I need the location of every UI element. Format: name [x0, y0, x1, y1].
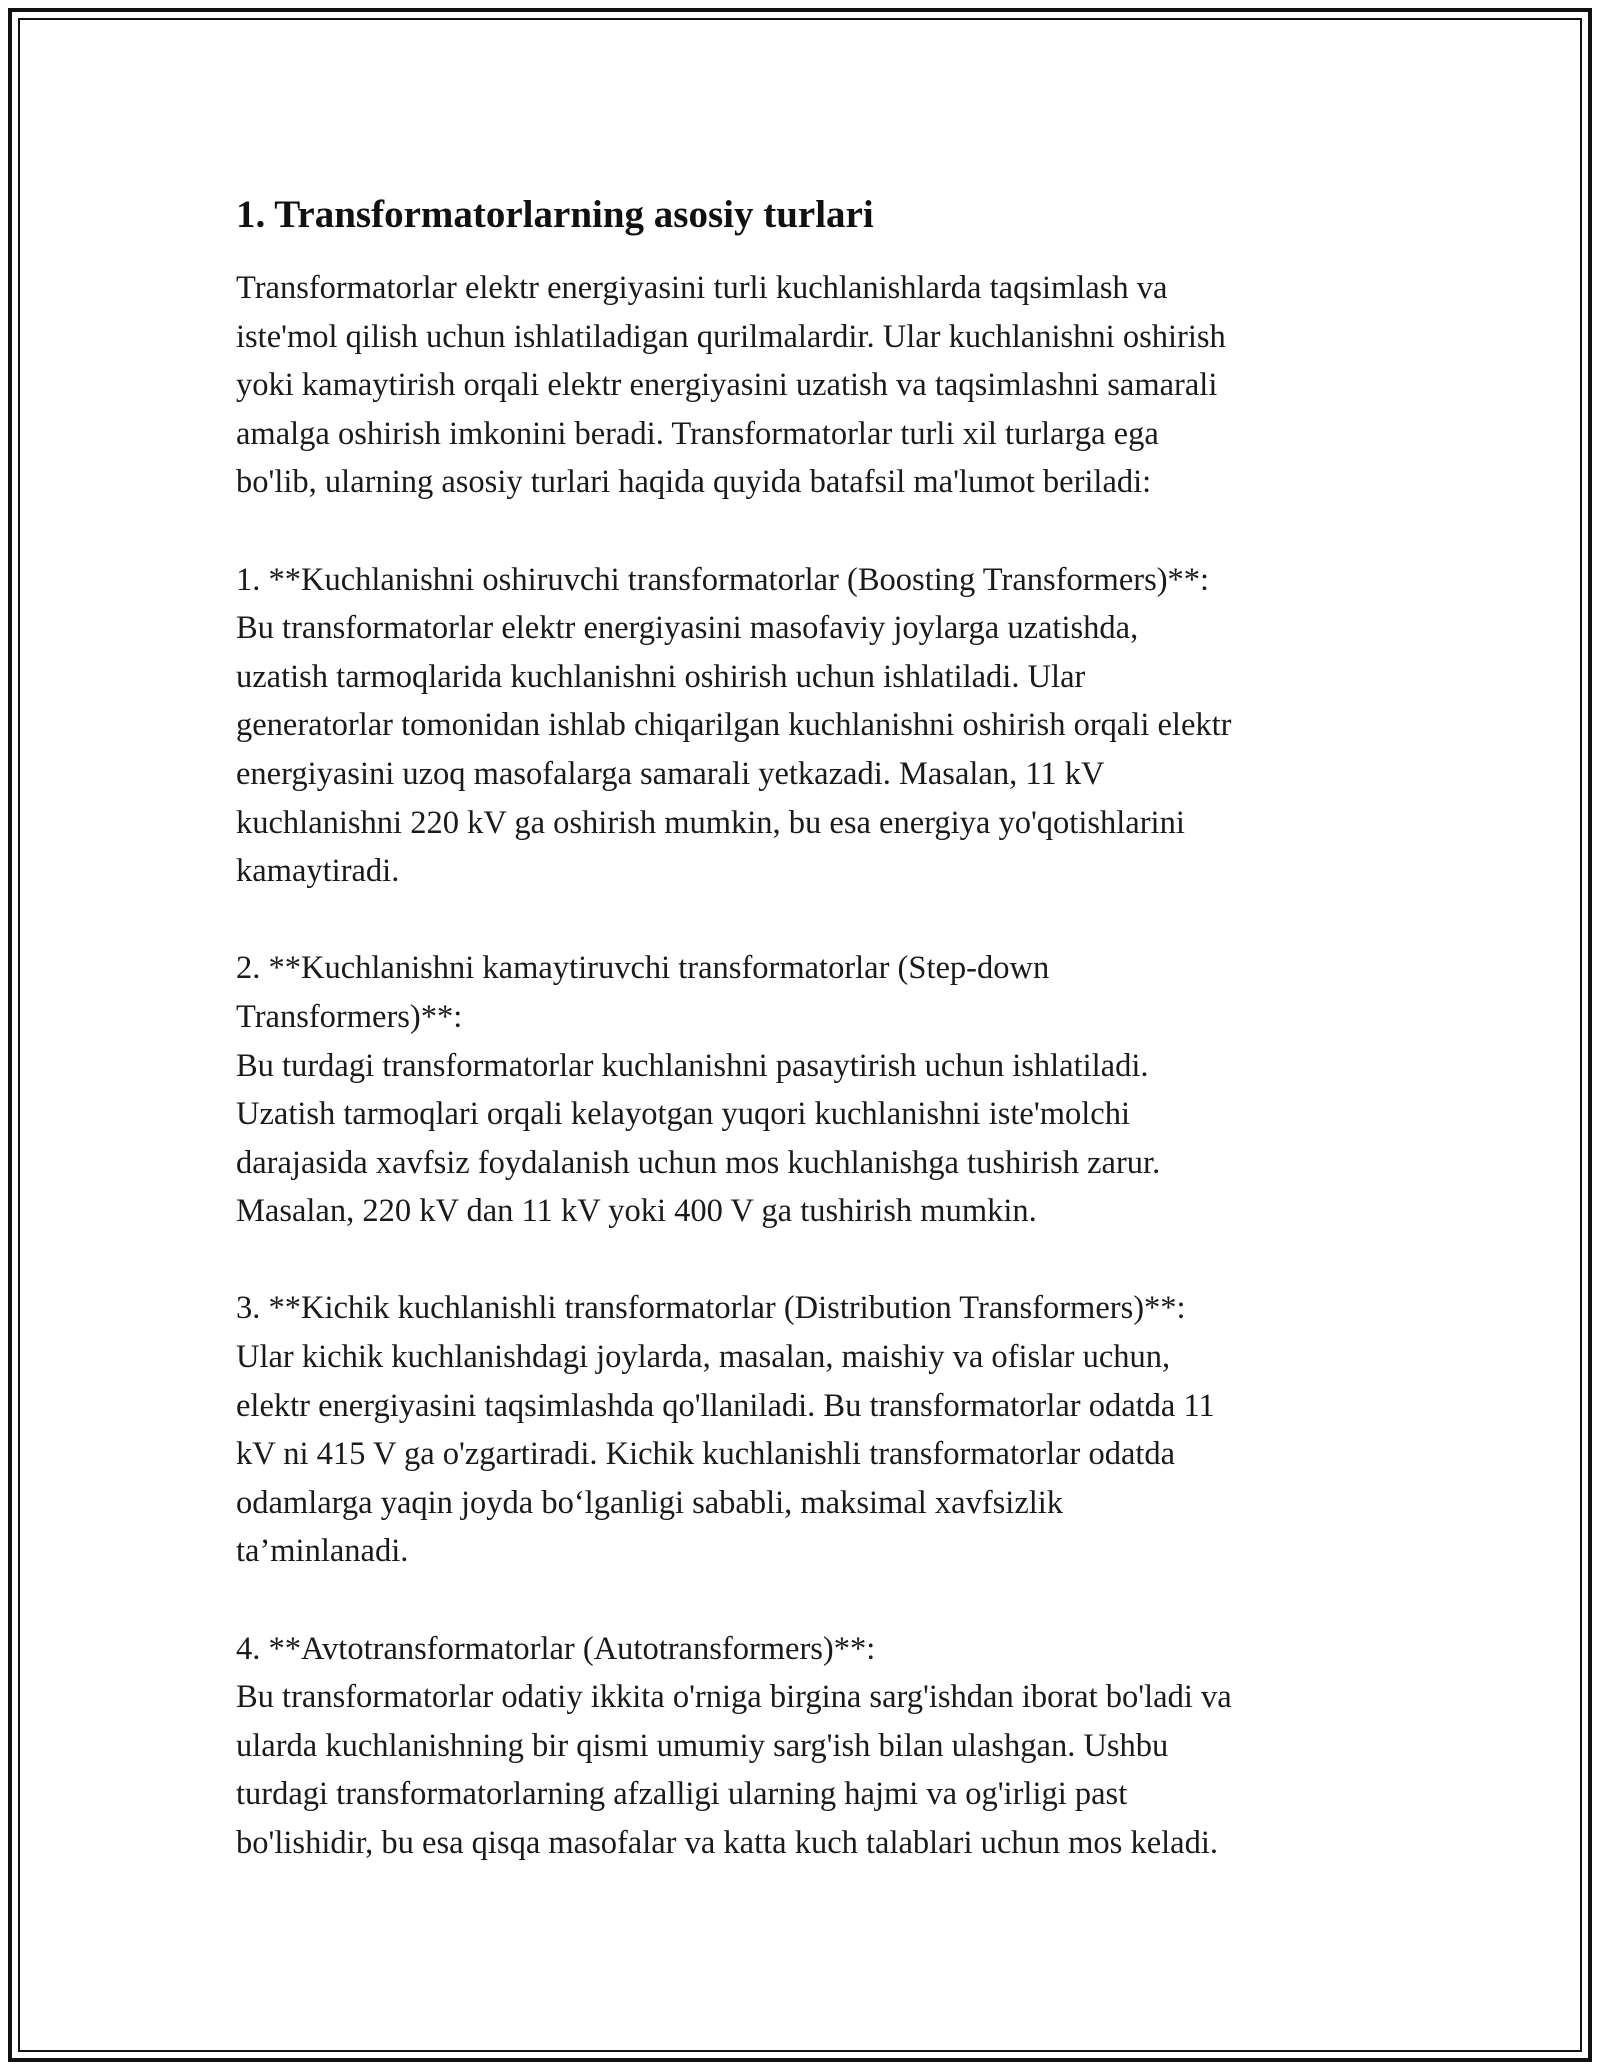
text-line: kV ni 415 V ga o'zgartiradi. Kichik kuchlanishli transformatorlar odatda	[236, 1436, 1176, 1473]
document-title: 1. Transformatorlarning asosiy turlari	[236, 193, 874, 236]
text-line: iste'mol qilish uchun ishlatiladigan qurilmalardir. Ular kuchlanishni oshirish	[236, 318, 1226, 355]
section-autotransformers	[236, 1625, 1371, 1868]
text-line: ularda kuchlanishning bir qismi umumiy sarg'ish bilan ulashgan. Ushbu	[236, 1727, 1169, 1764]
paragraph-gap	[236, 1236, 1371, 1285]
text-line: kuchlanishni 220 kV ga oshirish mumkin, bu esa energiya yo'qotishlarini	[236, 804, 1185, 841]
section-heading: 1. **Kuchlanishni oshiruvchi transformatorlar (Boosting Transformers)**:	[236, 561, 1210, 598]
paragraph-gap	[236, 896, 1371, 945]
text-line: energiyasini uzoq masofalarga samarali yetkazadi. Masalan, 11 kV	[236, 755, 1105, 792]
document-body	[236, 186, 1371, 1868]
text-line: Transformatorlar elektr energiyasini turli kuchlanishlarda taqsimlash va	[236, 270, 1168, 306]
text-line: Bu transformatorlar elektr energiyasini masofaviy joylarga uzatishda,	[236, 610, 1139, 647]
text-line: Masalan, 220 kV dan 11 kV yoki 400 V ga tushirish mumkin.	[236, 1193, 1037, 1230]
text-line: Bu turdagi transformatorlar kuchlanishni pasaytirish uchun ishlatiladi.	[236, 1047, 1149, 1084]
section-heading-continuation: Transformers)**:	[236, 998, 463, 1035]
text-line: kamaytiradi.	[236, 853, 400, 890]
section-distribution-transformers	[236, 1284, 1371, 1576]
section-heading: 3. **Kichik kuchlanishli transformatorlar (Distribution Transformers)**:	[236, 1290, 1186, 1327]
text-line: turdagi transformatorlarning afzalligi ularning hajmi va og'irligi past	[236, 1776, 1128, 1813]
text-line: ta’minlanadi.	[236, 1533, 409, 1570]
paragraph-gap	[236, 1576, 1371, 1625]
text-line: amalga oshirish imkonini beradi. Transformatorlar turli xil turlarga ega	[236, 415, 1159, 452]
intro-paragraph	[236, 264, 1371, 507]
text-line: elektr energiyasini taqsimlashda qo'llaniladi. Bu transformatorlar odatda 11	[236, 1387, 1215, 1424]
text-line: generatorlar tomonidan ishlab chiqarilgan kuchlanishni oshirish orqali elektr	[236, 707, 1232, 744]
text-line: bo'lishidir, bu esa qisqa masofalar va katta kuch talablari uchun mos keladi.	[236, 1825, 1218, 1861]
text-line: bo'lib, ularning asosiy turlari haqida quyida batafsil ma'lumot beriladi:	[236, 464, 1152, 501]
text-line: Ular kichik kuchlanishdagi joylarda, masalan, maishiy va ofislar uchun,	[236, 1339, 1171, 1376]
section-heading: 4. **Avtotransformatorlar (Autotransformers)**:	[236, 1630, 876, 1667]
text-line: Uzatish tarmoqlari orqali kelayotgan yuqori kuchlanishni iste'molchi	[236, 1096, 1130, 1133]
section-step-down-transformers	[236, 944, 1371, 1236]
text-line: darajasida xavfsiz foydalanish uchun mos kuchlanishga tushirish zarur.	[236, 1144, 1161, 1181]
section-boosting-transformers	[236, 556, 1371, 896]
text-line: Bu transformatorlar odatiy ikkita o'rniga birgina sarg'ishdan iborat bo'ladi va	[236, 1679, 1232, 1716]
text-line: odamlarga yaqin joyda bo‘lganligi sababli, maksimal xavfsizlik	[236, 1484, 1064, 1521]
text-line: uzatish tarmoqlarida kuchlanishni oshirish uchun ishlatiladi. Ular	[236, 658, 1086, 695]
paragraph-gap	[236, 507, 1371, 556]
section-heading: 2. **Kuchlanishni kamaytiruvchi transformatorlar (Step-down	[236, 950, 1050, 987]
text-line: yoki kamaytirish orqali elektr energiyasini uzatish va taqsimlashni samarali	[236, 367, 1218, 404]
